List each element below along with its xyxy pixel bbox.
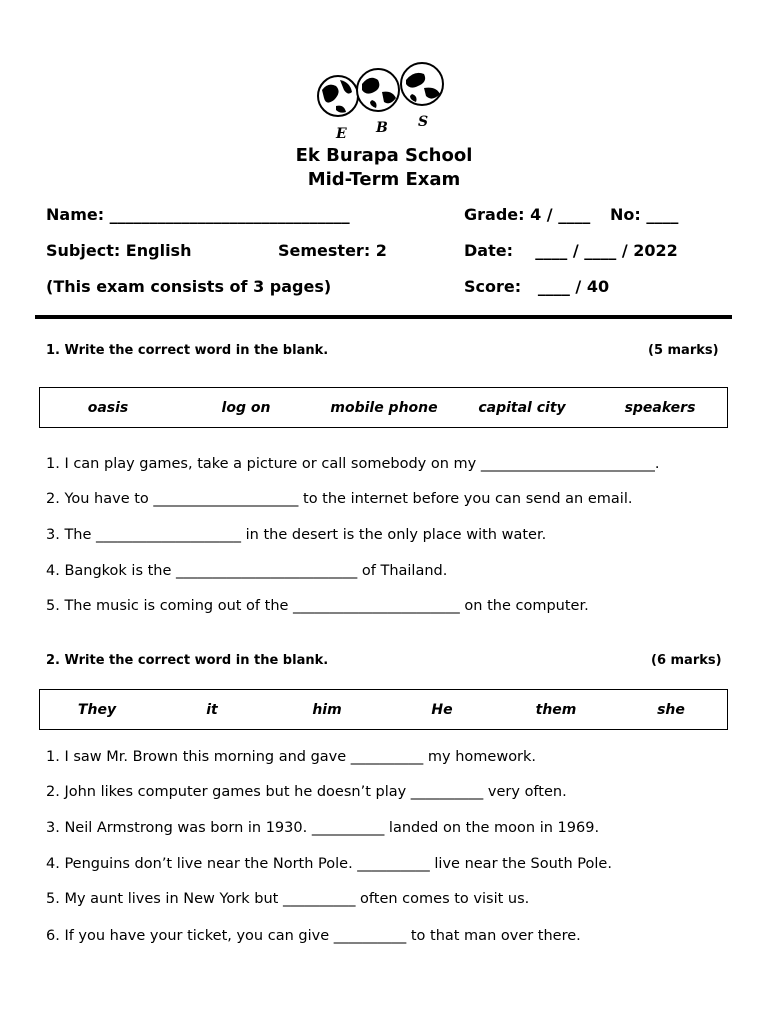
school-name: Ek Burapa School — [295, 145, 473, 166]
question-line[interactable]: 2. You have to ____________________ to the internet before you can send an email. — [46, 491, 633, 507]
section1-word-bank — [39, 387, 728, 428]
date-field[interactable]: Date: ____ / ____ / 2022 — [464, 241, 678, 260]
word-bank-item: mobile phone — [330, 400, 438, 416]
word-bank-item: log on — [221, 400, 271, 416]
logo-letter: E — [336, 126, 347, 142]
school-logo — [312, 62, 452, 146]
section2-word-bank — [39, 689, 728, 730]
exam-title: Mid-Term Exam — [307, 169, 461, 190]
section1-marks: (5 marks) — [648, 343, 719, 358]
question-line[interactable]: 3. Neil Armstrong was born in 1930. __________ landed on the moon in 1969. — [46, 820, 600, 836]
number-field[interactable]: No: ____ — [610, 205, 679, 224]
question-line[interactable]: 6. If you have your ticket, you can give __________ to that man over there. — [46, 928, 581, 944]
semester-label: Semester: 2 — [278, 241, 387, 260]
question-line[interactable]: 1. I saw Mr. Brown this morning and gave __________ my homework. — [46, 749, 537, 765]
score-field[interactable]: Score: ____ / 40 — [464, 277, 610, 296]
word-bank-item: them — [535, 702, 577, 718]
word-bank-item: capital city — [478, 400, 566, 416]
pages-note: (This exam consists of 3 pages) — [46, 277, 332, 296]
divider — [35, 315, 732, 319]
grade-field[interactable]: Grade: 4 / ____ — [464, 205, 591, 224]
globe-icon — [357, 69, 399, 111]
word-bank-item: speakers — [624, 400, 696, 416]
word-bank-item: him — [312, 702, 342, 718]
logo-letter: B — [376, 120, 388, 136]
question-line[interactable]: 4. Bangkok is the _________________________ of Thailand. — [46, 563, 448, 579]
question-line[interactable]: 4. Penguins don’t live near the North Pole. __________ live near the South Pole. — [46, 856, 612, 872]
globe-icon — [318, 76, 358, 116]
word-bank-item: They — [77, 702, 117, 718]
subject-label: Subject: English — [46, 241, 192, 260]
question-line[interactable]: 1. I can play games, take a picture or call somebody on my ________________________. — [46, 456, 660, 472]
section2-instruction: 2. Write the correct word in the blank. — [46, 653, 329, 668]
logo-letter: S — [418, 114, 429, 130]
word-bank-item: He — [431, 702, 453, 718]
question-line[interactable]: 3. The ____________________ in the desert is the only place with water. — [46, 527, 547, 543]
question-line[interactable]: 5. My aunt lives in New York but __________ often comes to visit us. — [46, 891, 530, 907]
globe-icon — [401, 63, 443, 105]
word-bank-item: oasis — [87, 400, 129, 416]
section1-instruction: 1. Write the correct word in the blank. — [46, 343, 329, 358]
question-line[interactable]: 5. The music is coming out of the _______________________ on the computer. — [46, 598, 589, 614]
section2-marks: (6 marks) — [651, 653, 722, 668]
word-bank-item: she — [657, 702, 685, 718]
question-line[interactable]: 2. John likes computer games but he doesn’t play __________ very often. — [46, 784, 567, 800]
word-bank-item: it — [206, 702, 218, 718]
name-field[interactable]: Name: ______________________________ — [46, 205, 350, 224]
